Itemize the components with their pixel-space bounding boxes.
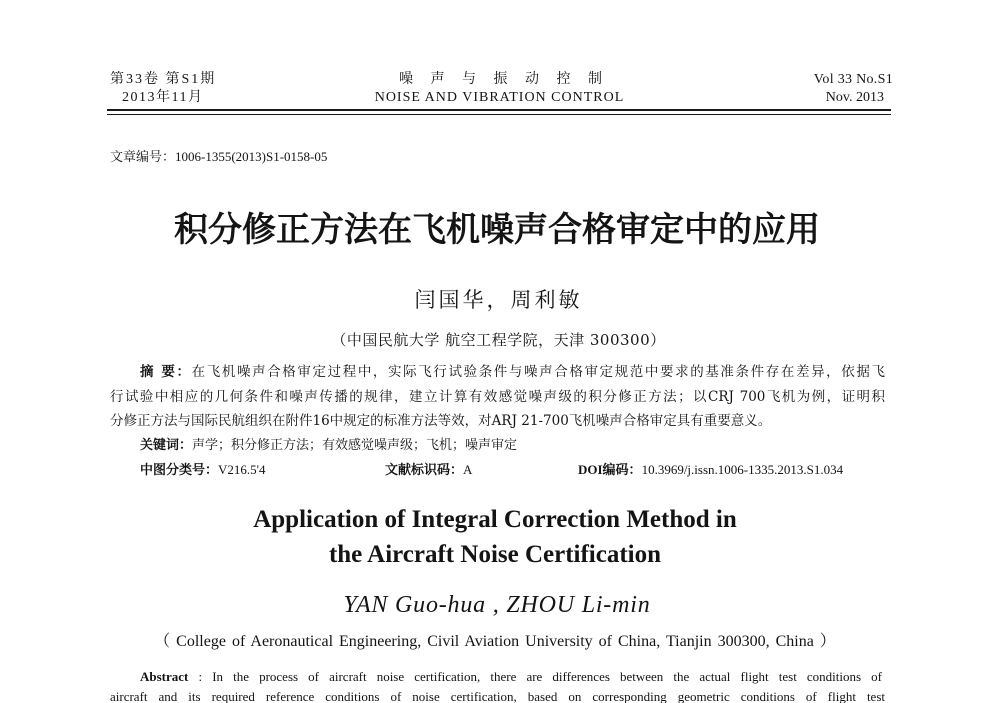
abstract-cn-line: 行试验中相应的几何条件和噪声传播的规律，建立计算有效感觉噪声级的积分修正方法；以CRJ 700飞机为例，证明积 (110, 389, 885, 405)
header-volume-en: Vol 33 No.S1 (813, 72, 893, 87)
abstract-en-label: Abstract (140, 669, 189, 684)
document-code-value: A (463, 462, 473, 477)
abstract-cn-text: 在飞机噪声合格审定过程中，实际飞行试验条件与噪声合格审定规范中要求的基准条件存在差异，依据飞 (191, 364, 885, 380)
affiliation-en: （ College of Aeronautical Engineering, Civil Aviation University of China, Tianjin 300300, China ） (154, 633, 836, 650)
abstract-cn-line: 分修正方法与国际民航组织在附件16中规定的标准方法等效，对ARJ 21-700飞机噪声合格审定具有重要意义。 (110, 413, 772, 429)
header-journal-name-en: NOISE AND VIBRATION CONTROL (374, 90, 625, 105)
abstract-en-text: : In the process of aircraft noise certification, there are differences between the actual flight test conditions of (198, 669, 882, 684)
header-date-en: Nov. 2013 (825, 90, 884, 105)
doi-value: 10.3969/j.issn.1006-1335.2013.S1.034 (641, 462, 844, 477)
doi (578, 461, 843, 479)
affiliation-cn: （中国民航大学 航空工程学院，天津 300300） (331, 331, 666, 349)
title-cn: 积分修正方法在飞机噪声合格审定中的应用 (174, 210, 820, 250)
abstract-en-line: aircraft and its required reference conditions of noise certification, based on corresponding geometric conditions of flight test (110, 689, 885, 703)
keywords-cn-label: 关键词： (140, 438, 193, 453)
authors-cn: 闫国华，周利敏 (414, 288, 583, 312)
header-date-cn: 2013年11月 (122, 90, 204, 105)
title-en-line: the Aircraft Noise Certification (328, 541, 662, 568)
article-number: 文章编号：1006-1355(2013)S1-0158-05 (110, 149, 328, 164)
document-code (385, 461, 472, 479)
doi-label: DOI编码： (578, 462, 642, 477)
clc-number (140, 461, 266, 479)
clc-label: 中图分类号： (140, 462, 219, 477)
abstract-en-line (140, 667, 882, 687)
abstract-cn-line (140, 362, 885, 382)
authors-en: YAN Guo-hua , ZHOU Li-min (343, 592, 651, 618)
abstract-cn-label: 摘 要： (140, 364, 192, 380)
keywords-cn-text: 声学；积分修正方法；有效感觉噪声级；飞机；噪声审定 (192, 438, 518, 453)
header-rule-thin (107, 114, 891, 115)
clc-value: V216.5'4 (218, 462, 266, 477)
document-code-label: 文献标识码： (385, 462, 464, 477)
title-en-line: Application of Integral Correction Method in (253, 506, 737, 533)
keywords-cn (140, 437, 517, 455)
header-rule-thick (107, 109, 891, 111)
header-volume-issue: 第33卷 第S1期 (110, 72, 217, 87)
header-journal-name-cn: 噪 声 与 振 动 控 制 (399, 72, 609, 87)
